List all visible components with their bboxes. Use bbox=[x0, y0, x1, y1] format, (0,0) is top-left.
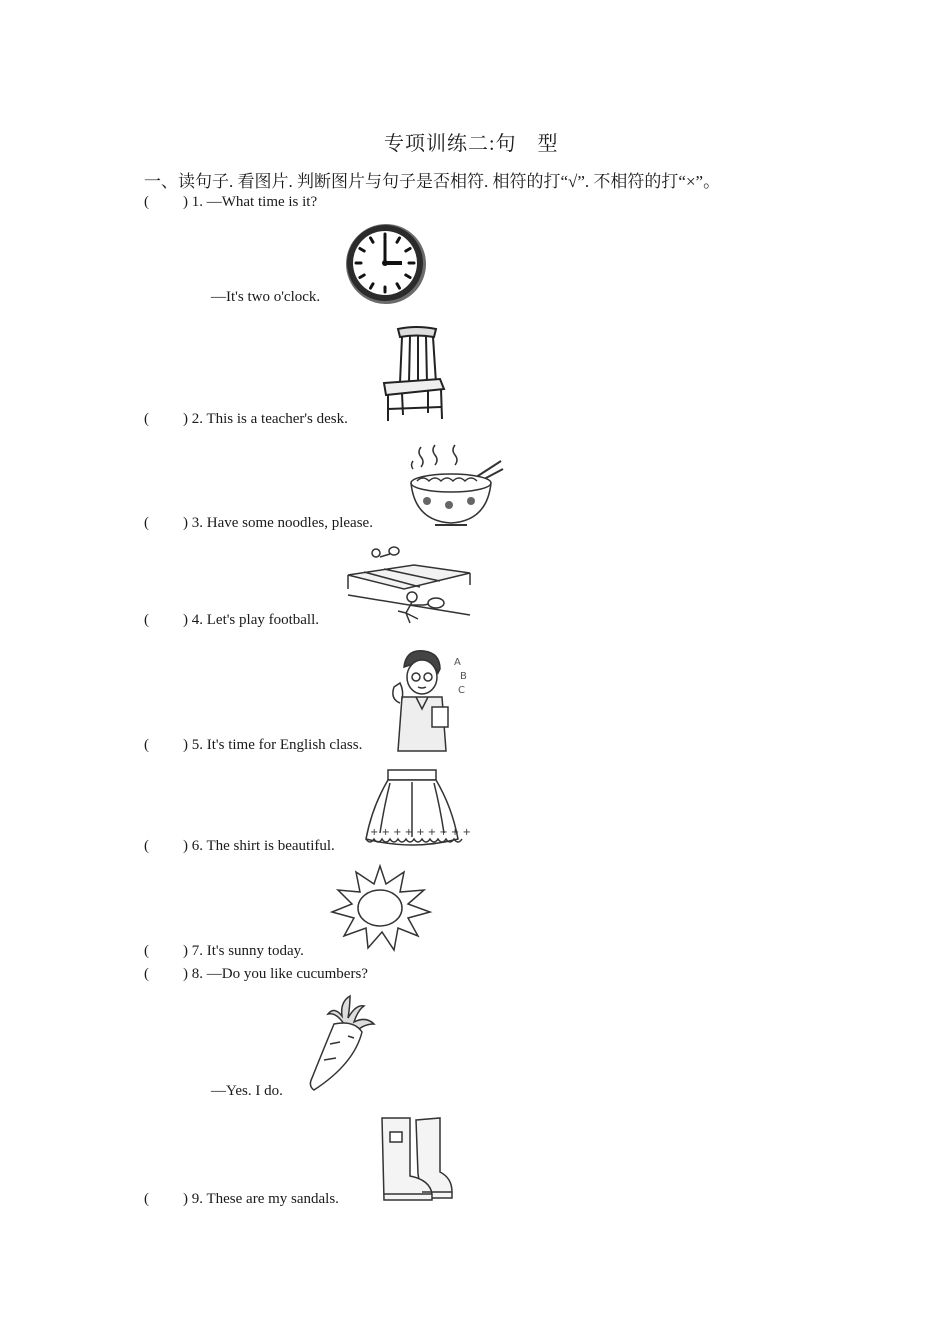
svg-text:+ + + + + + + + +: + + + + + + + + + bbox=[370, 827, 471, 838]
answer-paren[interactable]: ( bbox=[144, 966, 149, 982]
question-6: ) 6. The shirt is beautiful. bbox=[183, 838, 335, 854]
clock-icon bbox=[344, 222, 428, 306]
answer-8: —Yes. I do. bbox=[211, 1083, 283, 1099]
teacher-letter-b: B bbox=[460, 671, 467, 682]
skirt-icon bbox=[362, 767, 471, 853]
teacher-letter-c: C bbox=[458, 685, 465, 696]
question-7: ) 7. It's sunny today. bbox=[183, 943, 304, 959]
carrot-icon bbox=[304, 994, 384, 1094]
chair-icon bbox=[378, 325, 450, 425]
teacher-icon bbox=[388, 647, 478, 753]
badminton-icon bbox=[344, 545, 474, 629]
question-5: ) 5. It's time for English class. bbox=[183, 737, 363, 753]
question-8: ) 8. —Do you like cucumbers? bbox=[183, 966, 368, 982]
sun-icon bbox=[328, 862, 432, 952]
answer-paren[interactable]: ( bbox=[144, 943, 149, 959]
answer-paren[interactable]: ( bbox=[144, 515, 149, 531]
noodles-bowl-icon bbox=[405, 443, 505, 531]
question-4: ) 4. Let's play football. bbox=[183, 612, 320, 628]
answer-1: —It's two o'clock. bbox=[211, 289, 321, 305]
question-9: ) 9. These are my sandals. bbox=[183, 1191, 339, 1207]
teacher-letter-a: A bbox=[454, 657, 461, 668]
question-2: ) 2. This is a teacher's desk. bbox=[183, 411, 348, 427]
answer-paren[interactable]: ( bbox=[144, 1191, 149, 1207]
instruction: 一、读句子. 看图片. 判断图片与句子是否相符. 相符的打“√”. 不相符的打“×”。 bbox=[144, 172, 721, 191]
question-3: ) 3. Have some noodles, please. bbox=[183, 515, 373, 531]
answer-paren[interactable]: ( bbox=[144, 194, 149, 210]
boots-icon bbox=[378, 1114, 454, 1202]
answer-paren[interactable]: ( bbox=[144, 612, 149, 628]
question-1: ) 1. —What time is it? bbox=[183, 194, 318, 210]
page-title: 专项训练二:句 型 bbox=[384, 133, 559, 155]
answer-paren[interactable]: ( bbox=[144, 838, 149, 854]
answer-paren[interactable]: ( bbox=[144, 737, 149, 753]
answer-paren[interactable]: ( bbox=[144, 411, 149, 427]
